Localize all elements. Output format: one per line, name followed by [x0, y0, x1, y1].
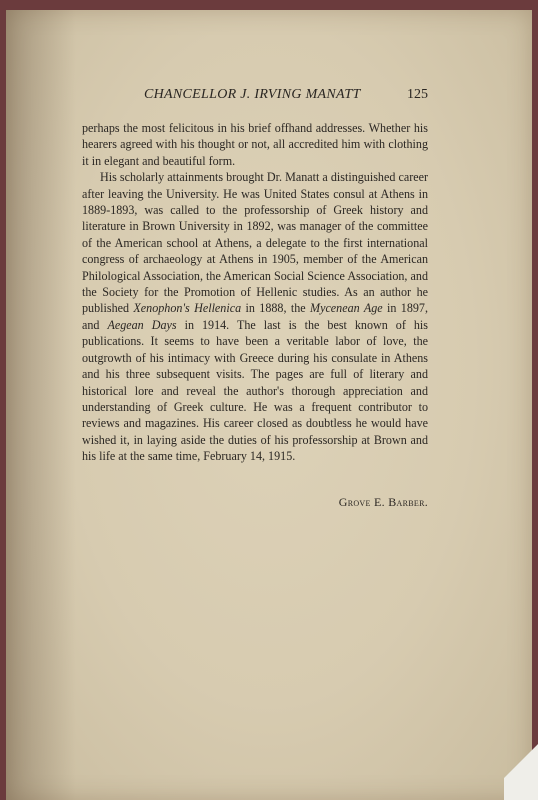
- binding-gutter-shadow: [6, 10, 76, 800]
- paragraph-2-seg2: in 1888, the: [241, 301, 310, 316]
- torn-corner: [504, 740, 538, 800]
- paragraph-2-seg4: in 1914. The last is the best known of his publications. It seems to have been a veritable labor of love, the outgrowth of his intimacy with Greece during his consulate in Athens and his three subsequent visits. The pages are full of literary and historical lore and reveal the author's thorough appreciation and understanding of Greek culture. He was a frequent contributor to reviews and magazines. His career closed as doubtless he would have wished it, in laying aside the duties of his professorship at Brown and his life at the same time, February 14, 1915.: [82, 317, 428, 464]
- book-title-aegean: Aegean Days: [107, 317, 177, 332]
- body-text: [82, 120, 428, 465]
- running-header: [82, 87, 428, 107]
- book-title-mycenean: Mycenean Age: [310, 301, 383, 316]
- paragraph-2-seg1: His scholarly attainments brought Dr. Manatt a distinguished career after leaving the University. He was United States consul at Athens in 1889-1893, was called to the professorship of Greek history and literature in Brown University in 1892, was manager of the committee of the American school at Athens, a delegate to the first international congress of archaeology at Athens in 1905, member of the American Philological Association, the American Social Science Association, and the Society for the Promotion of Hellenic studies. As an author he published: [82, 170, 428, 316]
- running-title: CHANCELLOR J. IRVING MANATT: [144, 87, 361, 102]
- paragraph-2: [82, 169, 428, 464]
- page-number: 125: [407, 87, 428, 102]
- paragraph-2-seg3: in 1897, and: [82, 301, 428, 332]
- paragraph-1: perhaps the most felicitous in his brief offhand addresses. Whether his hearers agreed with his thought or not, all accredited him with clothing it in elegant and beautiful form.: [82, 121, 428, 168]
- author-signature: Grove E. Barber.: [338, 495, 428, 509]
- book-title-xenophon: Xenophon's Hellenica: [133, 301, 242, 316]
